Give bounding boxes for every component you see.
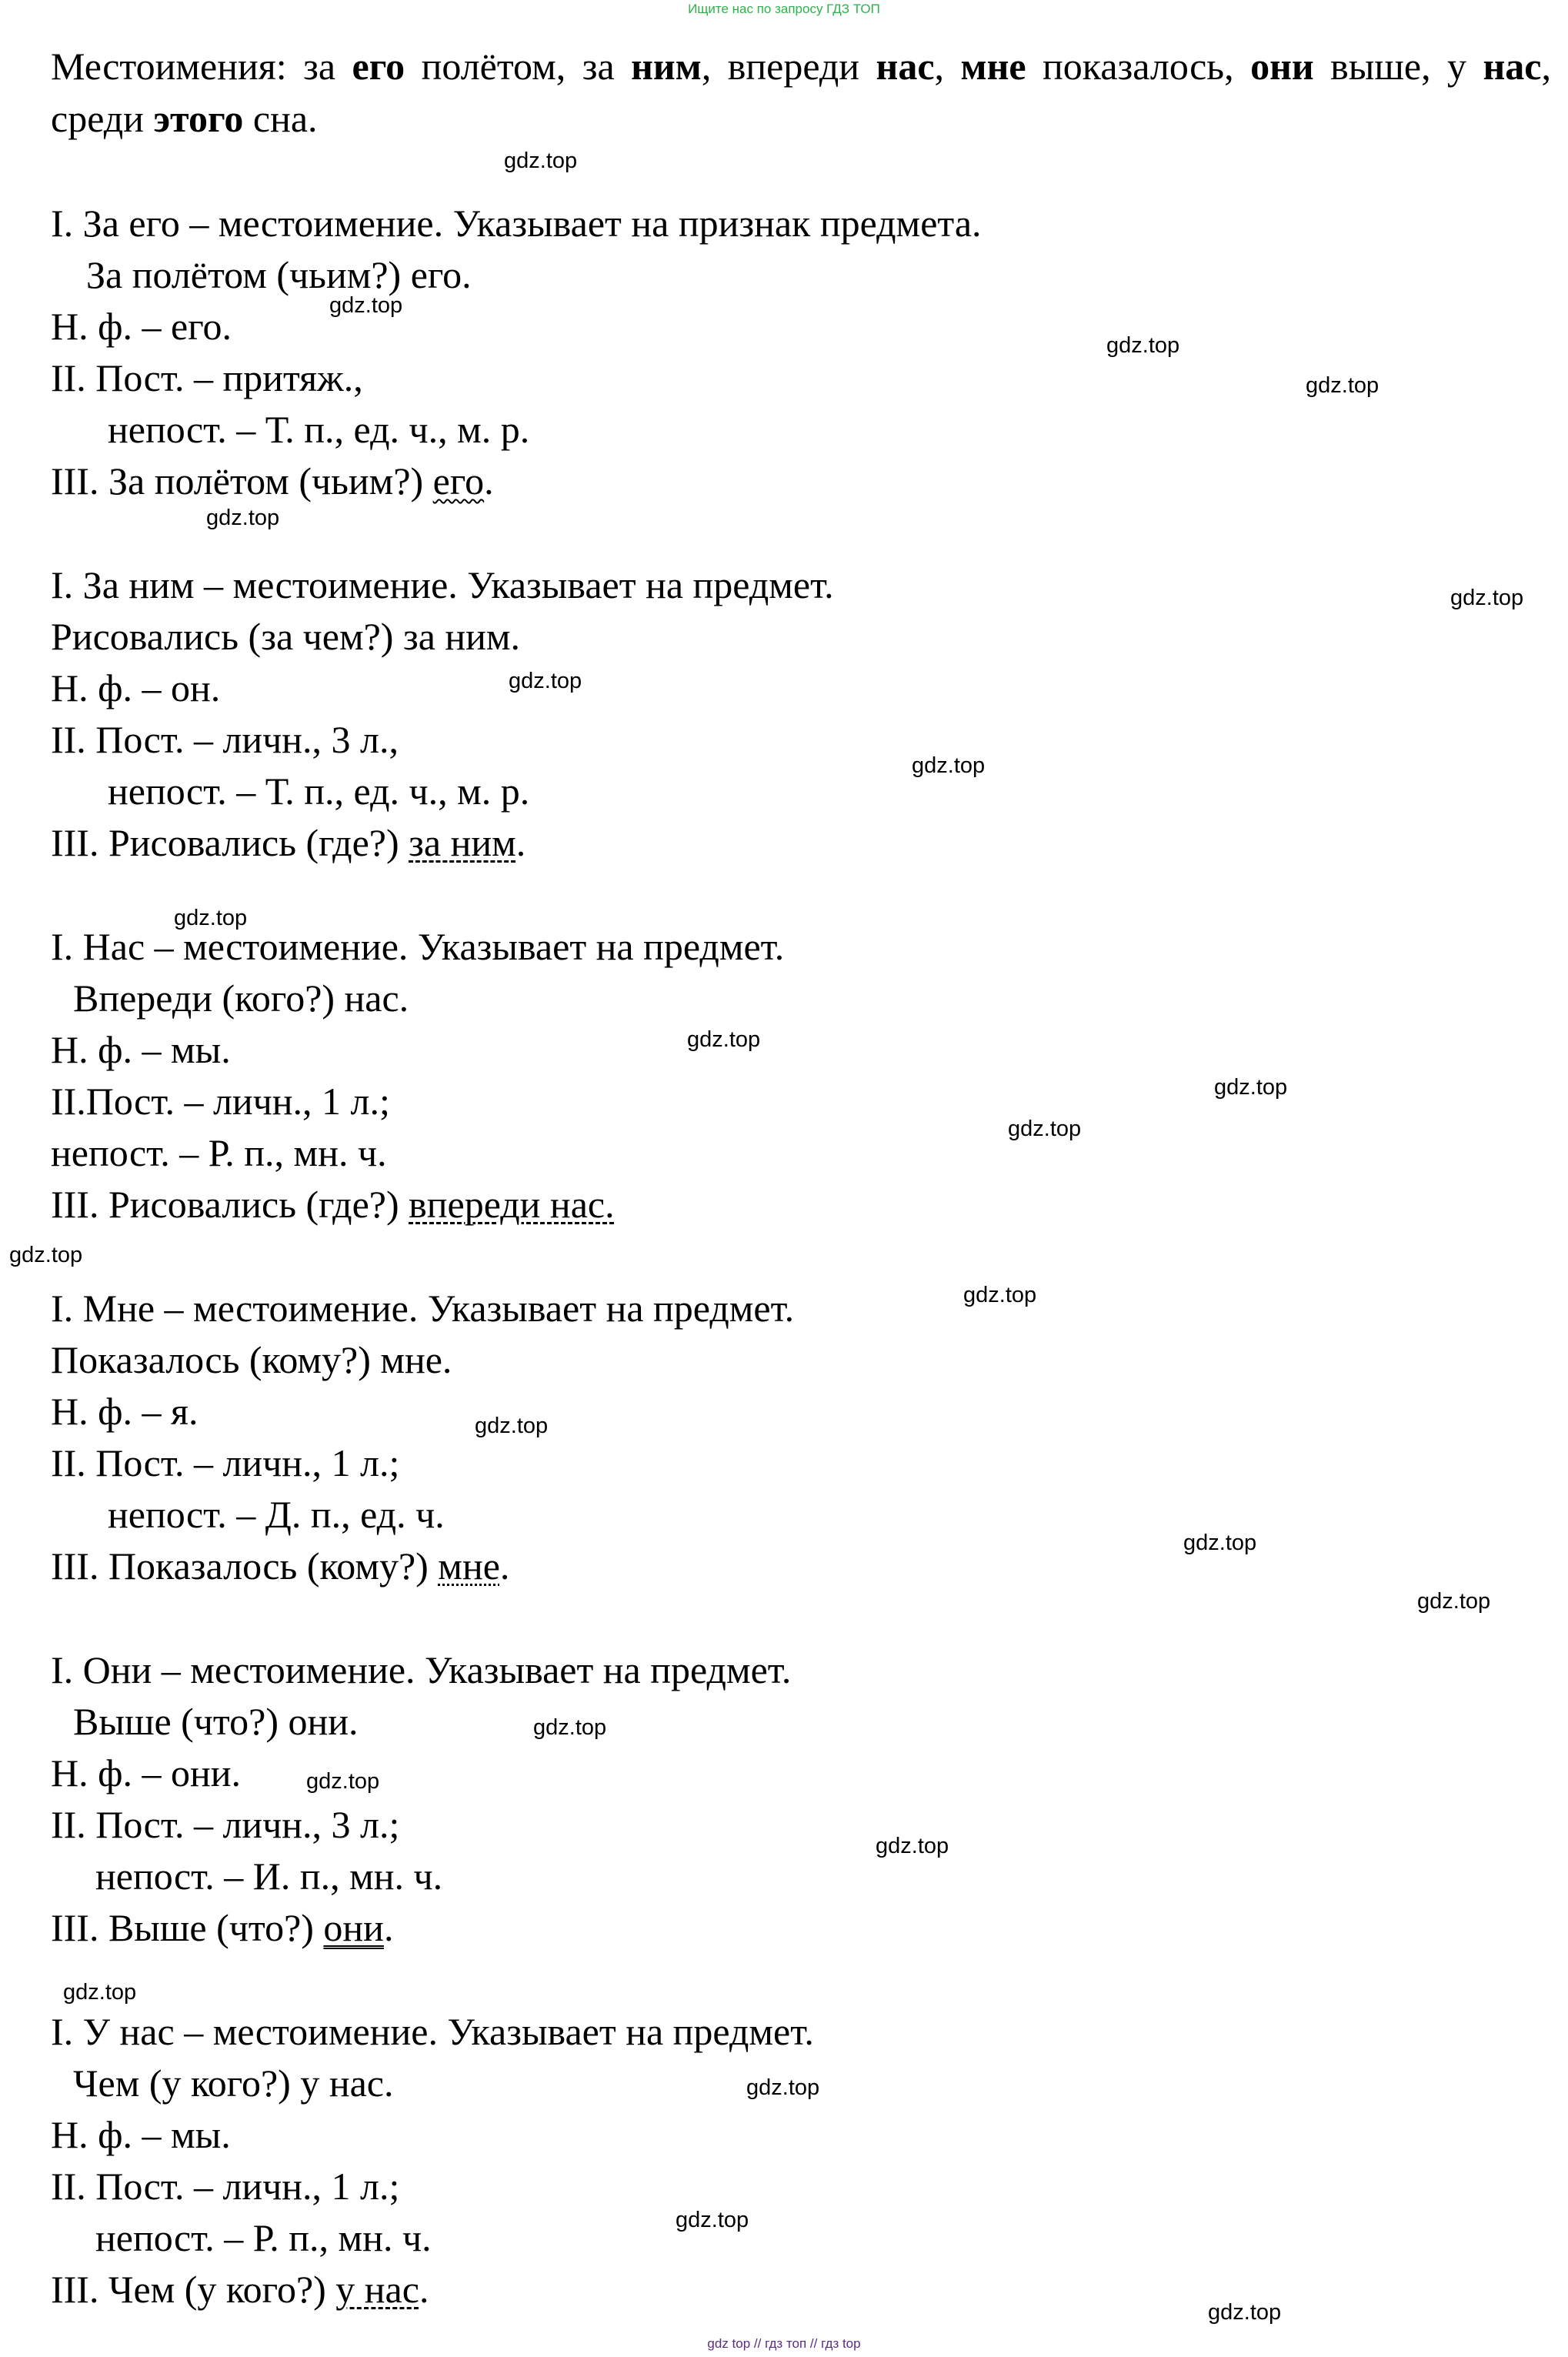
analysis-line: Н. ф. – он. xyxy=(51,666,221,709)
underlined-word: его xyxy=(432,459,485,502)
intro-text: , среди xyxy=(51,45,1552,140)
analysis-line: II. Пост. – личн., 1 л.; xyxy=(51,2165,400,2208)
watermark: gdz.top xyxy=(1008,1117,1082,1141)
line-text: . xyxy=(383,1906,394,1949)
intro-text: , впереди xyxy=(701,45,876,88)
watermark: gdz.top xyxy=(1183,1531,1257,1555)
watermark: gdz.top xyxy=(306,1769,380,1794)
watermark: gdz.top xyxy=(9,1243,83,1267)
intro-text: полётом, за xyxy=(405,45,632,88)
analysis-line: Показалось (кому?) мне. xyxy=(51,1338,452,1381)
analysis-line: II. Пост. – личн., 3 л.; xyxy=(51,1803,400,1846)
underlined-word: они xyxy=(323,1906,384,1949)
intro-bold-word: ним xyxy=(631,45,702,88)
analysis-line: За полётом (чьим?) его. xyxy=(86,253,472,296)
intro-paragraph xyxy=(51,40,1551,145)
watermark: gdz.top xyxy=(63,1980,137,2005)
line-text: . xyxy=(499,1544,510,1587)
line-text: III. За полётом (чьим?) xyxy=(51,459,433,502)
analysis-line: II. Пост. – личн., 3 л., xyxy=(51,718,399,761)
analysis-line: непост. – Т. п., ед. ч., м. р. xyxy=(108,770,530,813)
watermark: gdz.top xyxy=(1306,373,1380,398)
line-text: . xyxy=(419,2268,429,2311)
analysis-line: II.Пост. – личн., 1 л.; xyxy=(51,1080,390,1123)
line-text: III. Показалось (кому?) xyxy=(51,1544,439,1587)
analysis-line: I. За его – местоимение. Указывает на признак предмета. xyxy=(51,202,982,245)
watermark: gdz.top xyxy=(509,669,582,693)
analysis-line: I. За ним – местоимение. Указывает на предмет. xyxy=(51,563,834,606)
underlined-word: за ним xyxy=(409,821,516,864)
analysis-line xyxy=(51,458,494,504)
footer-watermark: gdz top // гдз топ // гдз top xyxy=(707,2336,861,2351)
analysis-line: II. Пост. – притяж., xyxy=(51,356,363,399)
analysis-line: Н. ф. – я. xyxy=(51,1390,199,1433)
analysis-line xyxy=(51,1181,615,1227)
line-text: III. Выше (что?) xyxy=(51,1906,324,1949)
analysis-line: Выше (что?) они. xyxy=(73,1700,359,1743)
watermark: gdz.top xyxy=(475,1414,549,1438)
analysis-line: I. Мне – местоимение. Указывает на предмет. xyxy=(51,1287,795,1330)
intro-bold-word: нас xyxy=(1483,45,1542,88)
analysis-line: I. Они – местоимение. Указывает на предмет. xyxy=(51,1648,792,1691)
analysis-line: Чем (у кого?) у нас. xyxy=(73,2062,394,2105)
intro-bold-word: мне xyxy=(960,45,1026,88)
intro-text: показалось, xyxy=(1026,45,1251,88)
analysis-line xyxy=(51,1905,393,1951)
watermark: gdz.top xyxy=(1417,1589,1491,1614)
watermark: gdz.top xyxy=(963,1283,1037,1307)
analysis-line: Рисовались (за чем?) за ним. xyxy=(51,615,521,658)
watermark: gdz.top xyxy=(676,2208,749,2232)
watermark: gdz.top xyxy=(329,293,403,318)
intro-bold-word: его xyxy=(352,45,405,88)
analysis-line: Н. ф. – мы. xyxy=(51,2113,231,2156)
intro-text: выше, у xyxy=(1313,45,1483,88)
line-text: III. Рисовались (где?) xyxy=(51,1183,409,1226)
watermark: gdz.top xyxy=(1214,1075,1288,1100)
analysis-line: Н. ф. – они. xyxy=(51,1751,242,1794)
analysis-line: непост. – Р. п., мн. ч. xyxy=(95,2216,432,2259)
watermark: gdz.top xyxy=(1450,586,1524,610)
watermark: gdz.top xyxy=(876,1834,949,1858)
watermark: gdz.top xyxy=(687,1027,761,1052)
analysis-line: непост. – Р. п., мн. ч. xyxy=(51,1131,387,1174)
analysis-line: II. Пост. – личн., 1 л.; xyxy=(51,1441,400,1484)
watermark: gdz.top xyxy=(912,753,986,778)
analysis-line: Н. ф. – мы. xyxy=(51,1028,231,1071)
analysis-line xyxy=(51,820,525,866)
intro-text: Местоимения: за xyxy=(51,45,352,88)
analysis-line: непост. – Д. п., ед. ч. xyxy=(108,1493,445,1536)
analysis-line: I. У нас – местоимение. Указывает на предмет. xyxy=(51,2010,814,2053)
watermark: gdz.top xyxy=(746,2075,820,2100)
line-text: III. Рисовались (где?) xyxy=(51,821,409,864)
watermark: gdz.top xyxy=(174,906,248,930)
analysis-line: I. Нас – местоимение. Указывает на предмет. xyxy=(51,925,785,968)
watermark: gdz.top xyxy=(1106,333,1180,358)
underlined-word: у нас xyxy=(335,2268,419,2311)
intro-bold-word: они xyxy=(1250,45,1314,88)
watermark: gdz.top xyxy=(504,149,578,173)
analysis-line: Н. ф. – его. xyxy=(51,305,232,348)
watermark: gdz.top xyxy=(1208,2300,1282,2325)
intro-text: , xyxy=(934,45,961,88)
analysis-line: Впереди (кого?) нас. xyxy=(73,977,409,1020)
line-text: III. Чем (у кого?) xyxy=(51,2268,336,2311)
analysis-line xyxy=(51,2266,429,2312)
intro-bold-word: этого xyxy=(153,97,244,140)
line-text: . xyxy=(484,459,494,502)
analysis-line: непост. – Т. п., ед. ч., м. р. xyxy=(108,408,530,451)
top-banner: Ищите нас по запросу ГДЗ ТОП xyxy=(688,2,880,16)
analysis-line: непост. – И. п., мн. ч. xyxy=(95,1855,443,1898)
intro-bold-word: нас xyxy=(876,45,935,88)
watermark: gdz.top xyxy=(206,506,280,530)
underlined-word: впереди нас. xyxy=(409,1183,615,1226)
line-text: . xyxy=(515,821,526,864)
analysis-line xyxy=(51,1543,509,1589)
underlined-word: мне xyxy=(438,1544,500,1587)
intro-text: сна. xyxy=(243,97,318,140)
watermark: gdz.top xyxy=(533,1715,607,1740)
